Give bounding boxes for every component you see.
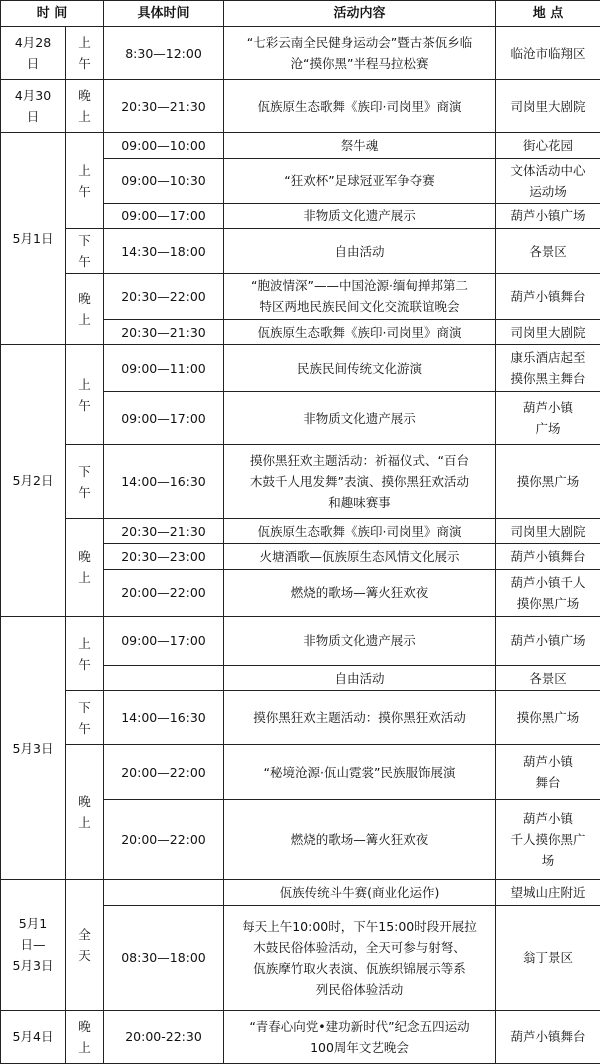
text-line: 摸你黑广场 bbox=[516, 710, 580, 726]
text-line: 司岗里大剧院 bbox=[510, 523, 586, 539]
time-cell: 09:00—17:00 bbox=[104, 392, 224, 445]
header-time: 时 间 bbox=[1, 1, 104, 27]
text-line: 望城山庄附近 bbox=[510, 884, 586, 900]
text-line: 日 bbox=[26, 56, 40, 72]
text-line: 5月1日 bbox=[12, 231, 54, 247]
text-line: 文体活动中心 bbox=[510, 162, 586, 178]
text-line: 5月1 bbox=[18, 916, 48, 932]
text-line: “秘境沧源·佤山霓裳”民族服饰展演 bbox=[263, 764, 456, 780]
text-line: 晚 bbox=[78, 549, 91, 565]
location-cell bbox=[496, 665, 600, 691]
activity-cell bbox=[224, 518, 496, 544]
text-line: 千人摸你黑广 bbox=[510, 831, 586, 847]
text-line: 翁丁景区 bbox=[522, 950, 573, 966]
text-line: 午 bbox=[78, 656, 91, 672]
time-cell: 09:00—17:00 bbox=[104, 203, 224, 229]
table-row bbox=[1, 880, 600, 906]
text-line: 葫芦小镇舞台 bbox=[510, 1029, 586, 1045]
table-row bbox=[1, 229, 600, 274]
text-line: 列民俗体验活动 bbox=[315, 981, 404, 997]
text-line: 日— bbox=[20, 937, 46, 953]
activity-cell bbox=[224, 544, 496, 570]
period-cell bbox=[66, 518, 104, 616]
period-cell bbox=[66, 1010, 104, 1063]
period-cell bbox=[66, 229, 104, 274]
period-cell bbox=[66, 80, 104, 133]
activity-cell bbox=[224, 691, 496, 745]
time-cell: 20:00—22:00 bbox=[104, 569, 224, 616]
period-cell bbox=[66, 445, 104, 518]
text-line: 广场 bbox=[535, 421, 561, 437]
text-line: 上 bbox=[78, 35, 91, 51]
time-cell: 14:30—18:00 bbox=[104, 229, 224, 274]
text-line: 午 bbox=[78, 397, 91, 413]
table-row bbox=[1, 345, 600, 392]
period-cell bbox=[66, 880, 104, 1011]
text-line: 司岗里大剧院 bbox=[510, 324, 586, 340]
period-cell bbox=[66, 616, 104, 691]
location-cell bbox=[496, 518, 600, 544]
text-line: 下 bbox=[78, 699, 91, 715]
activity-cell bbox=[224, 616, 496, 665]
time-cell: 09:00—10:00 bbox=[104, 133, 224, 159]
text-line: 下 bbox=[78, 463, 91, 479]
date-cell bbox=[1, 27, 66, 80]
text-line: 木鼓千人甩发舞”表演、摸你黑狂欢活动 bbox=[250, 474, 469, 490]
time-cell: 20:30—23:00 bbox=[104, 544, 224, 570]
text-line: 日 bbox=[26, 109, 40, 125]
text-line: 司岗里大剧院 bbox=[510, 98, 586, 114]
activity-cell bbox=[224, 345, 496, 392]
text-line: 舞台 bbox=[535, 775, 561, 790]
period-cell bbox=[66, 133, 104, 229]
text-line: 4月28 bbox=[14, 35, 52, 51]
table-row bbox=[1, 691, 600, 745]
location-cell bbox=[496, 319, 600, 345]
text-line: 燃烧的歌场—篝火狂欢夜 bbox=[290, 831, 429, 847]
text-line: 上 bbox=[78, 635, 91, 651]
time-cell bbox=[104, 880, 224, 906]
schedule-body bbox=[1, 27, 600, 1064]
text-line: 临沧市临翔区 bbox=[510, 45, 586, 61]
text-line: 葫芦小镇 bbox=[522, 754, 573, 769]
time-cell: 09:00—10:30 bbox=[104, 158, 224, 203]
time-cell bbox=[104, 665, 224, 691]
location-cell bbox=[496, 1010, 600, 1063]
time-cell: 20:30—21:30 bbox=[104, 518, 224, 544]
location-cell bbox=[496, 745, 600, 799]
text-line: 上 bbox=[78, 109, 91, 125]
activity-cell bbox=[224, 133, 496, 159]
text-line: 午 bbox=[78, 254, 91, 270]
text-line: 5月3日 bbox=[12, 740, 54, 756]
text-line: 自由活动 bbox=[334, 243, 385, 259]
activity-cell bbox=[224, 880, 496, 906]
text-line: 各景区 bbox=[529, 243, 567, 259]
text-line: 全 bbox=[78, 926, 91, 942]
location-cell bbox=[496, 616, 600, 665]
text-line: 上 bbox=[78, 815, 91, 831]
text-line: 各景区 bbox=[529, 670, 567, 686]
text-line: “胞波情深”——中国沧源·缅甸掸邦第二 bbox=[251, 278, 468, 294]
text-line: 佤族原生态歌舞《族印·司岗里》商演 bbox=[257, 523, 462, 539]
text-line: 下 bbox=[78, 233, 91, 249]
text-line: “七彩云南全民健身运动会”暨古茶佤乡临 bbox=[246, 35, 473, 51]
text-line: 上 bbox=[78, 376, 91, 392]
text-line: 燃烧的歌场—篝火狂欢夜 bbox=[290, 585, 429, 601]
text-line: 非物质文化遗产展示 bbox=[303, 633, 416, 649]
time-cell: 20:00—22:00 bbox=[104, 745, 224, 799]
location-cell bbox=[496, 27, 600, 80]
time-cell: 20:30—21:30 bbox=[104, 319, 224, 345]
activity-cell bbox=[224, 665, 496, 691]
text-line: 木鼓民俗体验活动，全天可参与射弩、 bbox=[253, 939, 466, 955]
text-line: 每天上午10:00时，下午15:00时段开展拉 bbox=[242, 918, 477, 934]
text-line: 特区两地民族民间文化交流联谊晚会 bbox=[259, 299, 460, 315]
location-cell bbox=[496, 799, 600, 880]
activity-cell bbox=[224, 392, 496, 445]
text-line: 葫芦小镇 bbox=[522, 810, 573, 826]
text-line: 葫芦小镇千人 bbox=[510, 574, 586, 590]
date-cell bbox=[1, 345, 66, 616]
text-line: 晚 bbox=[78, 291, 91, 307]
text-line: 和趣味赛事 bbox=[328, 495, 391, 511]
text-line: 上 bbox=[78, 570, 91, 586]
text-line: 摸你黑广场 bbox=[516, 474, 580, 490]
date-cell bbox=[1, 880, 66, 1011]
text-line: 葫芦小镇 bbox=[522, 400, 573, 416]
activity-cell bbox=[224, 1010, 496, 1063]
activity-cell bbox=[224, 745, 496, 799]
period-cell bbox=[66, 345, 104, 445]
text-line: 午 bbox=[78, 484, 91, 500]
text-line: 5月2日 bbox=[12, 473, 54, 489]
table-row bbox=[1, 1010, 600, 1063]
activity-cell bbox=[224, 569, 496, 616]
header-row bbox=[1, 1, 600, 27]
text-line: 5月3日 bbox=[12, 958, 54, 974]
time-cell: 8:30—12:00 bbox=[104, 27, 224, 80]
text-line: 祭牛魂 bbox=[340, 137, 379, 153]
table-row bbox=[1, 518, 600, 544]
text-line: 午 bbox=[78, 183, 91, 199]
table-row bbox=[1, 745, 600, 799]
location-cell bbox=[496, 880, 600, 906]
text-line: 沧“摸你黑”半程马拉松赛 bbox=[290, 56, 429, 72]
header-location: 地 点 bbox=[496, 1, 600, 27]
text-line: 街心花园 bbox=[522, 137, 573, 153]
text-line: 上 bbox=[78, 1039, 91, 1055]
text-line: 午 bbox=[78, 56, 91, 72]
location-cell bbox=[496, 80, 600, 133]
period-cell bbox=[66, 27, 104, 80]
time-cell: 14:00—16:30 bbox=[104, 691, 224, 745]
text-line: 康乐酒店起至 bbox=[510, 350, 586, 366]
text-line: 非物质文化遗产展示 bbox=[303, 208, 416, 224]
location-cell bbox=[496, 691, 600, 745]
text-line: 场 bbox=[541, 852, 555, 868]
location-cell bbox=[496, 158, 600, 203]
table-row bbox=[1, 133, 600, 159]
date-cell bbox=[1, 80, 66, 133]
text-line: 晚 bbox=[78, 1018, 91, 1034]
location-cell bbox=[496, 544, 600, 570]
location-cell bbox=[496, 905, 600, 1010]
text-line: 摸你黑狂欢主题活动：祈福仪式、“百台 bbox=[250, 453, 469, 469]
table-row bbox=[1, 80, 600, 133]
text-line: 天 bbox=[78, 947, 91, 963]
activity-cell bbox=[224, 273, 496, 319]
text-line: 上 bbox=[78, 312, 91, 328]
activity-cell bbox=[224, 905, 496, 1010]
location-cell bbox=[496, 445, 600, 518]
date-cell bbox=[1, 1010, 66, 1063]
table-row bbox=[1, 616, 600, 665]
text-line: 葫芦小镇广场 bbox=[510, 633, 586, 649]
time-cell: 14:00—16:30 bbox=[104, 445, 224, 518]
date-cell bbox=[1, 133, 66, 345]
text-line: 摸你黑广场 bbox=[516, 595, 580, 611]
text-line: 上 bbox=[78, 162, 91, 178]
text-line: 运动场 bbox=[529, 183, 567, 199]
activity-cell bbox=[224, 27, 496, 80]
activity-cell bbox=[224, 319, 496, 345]
period-cell bbox=[66, 273, 104, 344]
text-line: 葫芦小镇舞台 bbox=[510, 288, 586, 304]
location-cell bbox=[496, 345, 600, 392]
location-cell bbox=[496, 569, 600, 616]
text-line: 摸你黑主舞台 bbox=[510, 371, 586, 387]
text-line: 佤族传统斗牛赛(商业化运作) bbox=[279, 884, 440, 900]
location-cell bbox=[496, 229, 600, 274]
text-line: 午 bbox=[78, 720, 91, 736]
text-line: 自由活动 bbox=[334, 670, 385, 686]
text-line: 晚 bbox=[78, 794, 91, 810]
activity-cell bbox=[224, 799, 496, 880]
header-specific-time: 具体时间 bbox=[104, 1, 224, 27]
time-cell: 20:30—21:30 bbox=[104, 80, 224, 133]
activity-cell bbox=[224, 203, 496, 229]
date-cell bbox=[1, 616, 66, 879]
text-line: 葫芦小镇广场 bbox=[510, 208, 586, 224]
header-activity: 活动内容 bbox=[224, 1, 496, 27]
time-cell: 20:30—22:00 bbox=[104, 273, 224, 319]
activity-cell bbox=[224, 158, 496, 203]
table-row bbox=[1, 445, 600, 518]
text-line: 4月30 bbox=[14, 88, 52, 104]
text-line: “狂欢杯”足球冠亚军争夺赛 bbox=[284, 173, 435, 189]
time-cell: 20:00—22:00 bbox=[104, 799, 224, 880]
period-cell bbox=[66, 691, 104, 745]
text-line: 5月4日 bbox=[12, 1029, 54, 1045]
text-line: 民族民间传统文化游演 bbox=[296, 360, 422, 376]
text-line: “青春心向党•建功新时代”纪念五四运动 bbox=[249, 1018, 470, 1034]
text-line: 佤族原生态歌舞《族印·司岗里》商演 bbox=[257, 98, 462, 114]
text-line: 非物质文化遗产展示 bbox=[303, 410, 416, 426]
table-row bbox=[1, 273, 600, 319]
text-line: 晚 bbox=[78, 88, 91, 104]
activity-cell bbox=[224, 80, 496, 133]
time-cell: 09:00—11:00 bbox=[104, 345, 224, 392]
activity-cell bbox=[224, 229, 496, 274]
location-cell bbox=[496, 273, 600, 319]
location-cell bbox=[496, 203, 600, 229]
location-cell bbox=[496, 133, 600, 159]
period-cell bbox=[66, 745, 104, 880]
location-cell bbox=[496, 392, 600, 445]
activity-cell bbox=[224, 445, 496, 518]
text-line: 佤族原生态歌舞《族印·司岗里》商演 bbox=[257, 324, 462, 340]
text-line: 葫芦小镇舞台 bbox=[510, 549, 586, 565]
text-line: 100周年文艺晚会 bbox=[310, 1039, 409, 1055]
text-line: 摸你黑狂欢主题活动：摸你黑狂欢活动 bbox=[253, 710, 466, 726]
time-cell: 20:00-22:30 bbox=[104, 1010, 224, 1063]
time-cell: 09:00—17:00 bbox=[104, 616, 224, 665]
table-row bbox=[1, 27, 600, 80]
time-cell: 08:30—18:00 bbox=[104, 905, 224, 1010]
text-line: 火塘酒歌—佤族原生态风情文化展示 bbox=[259, 549, 460, 565]
text-line: 佤族摩竹取火表演、佤族织锦展示等系 bbox=[253, 960, 466, 976]
